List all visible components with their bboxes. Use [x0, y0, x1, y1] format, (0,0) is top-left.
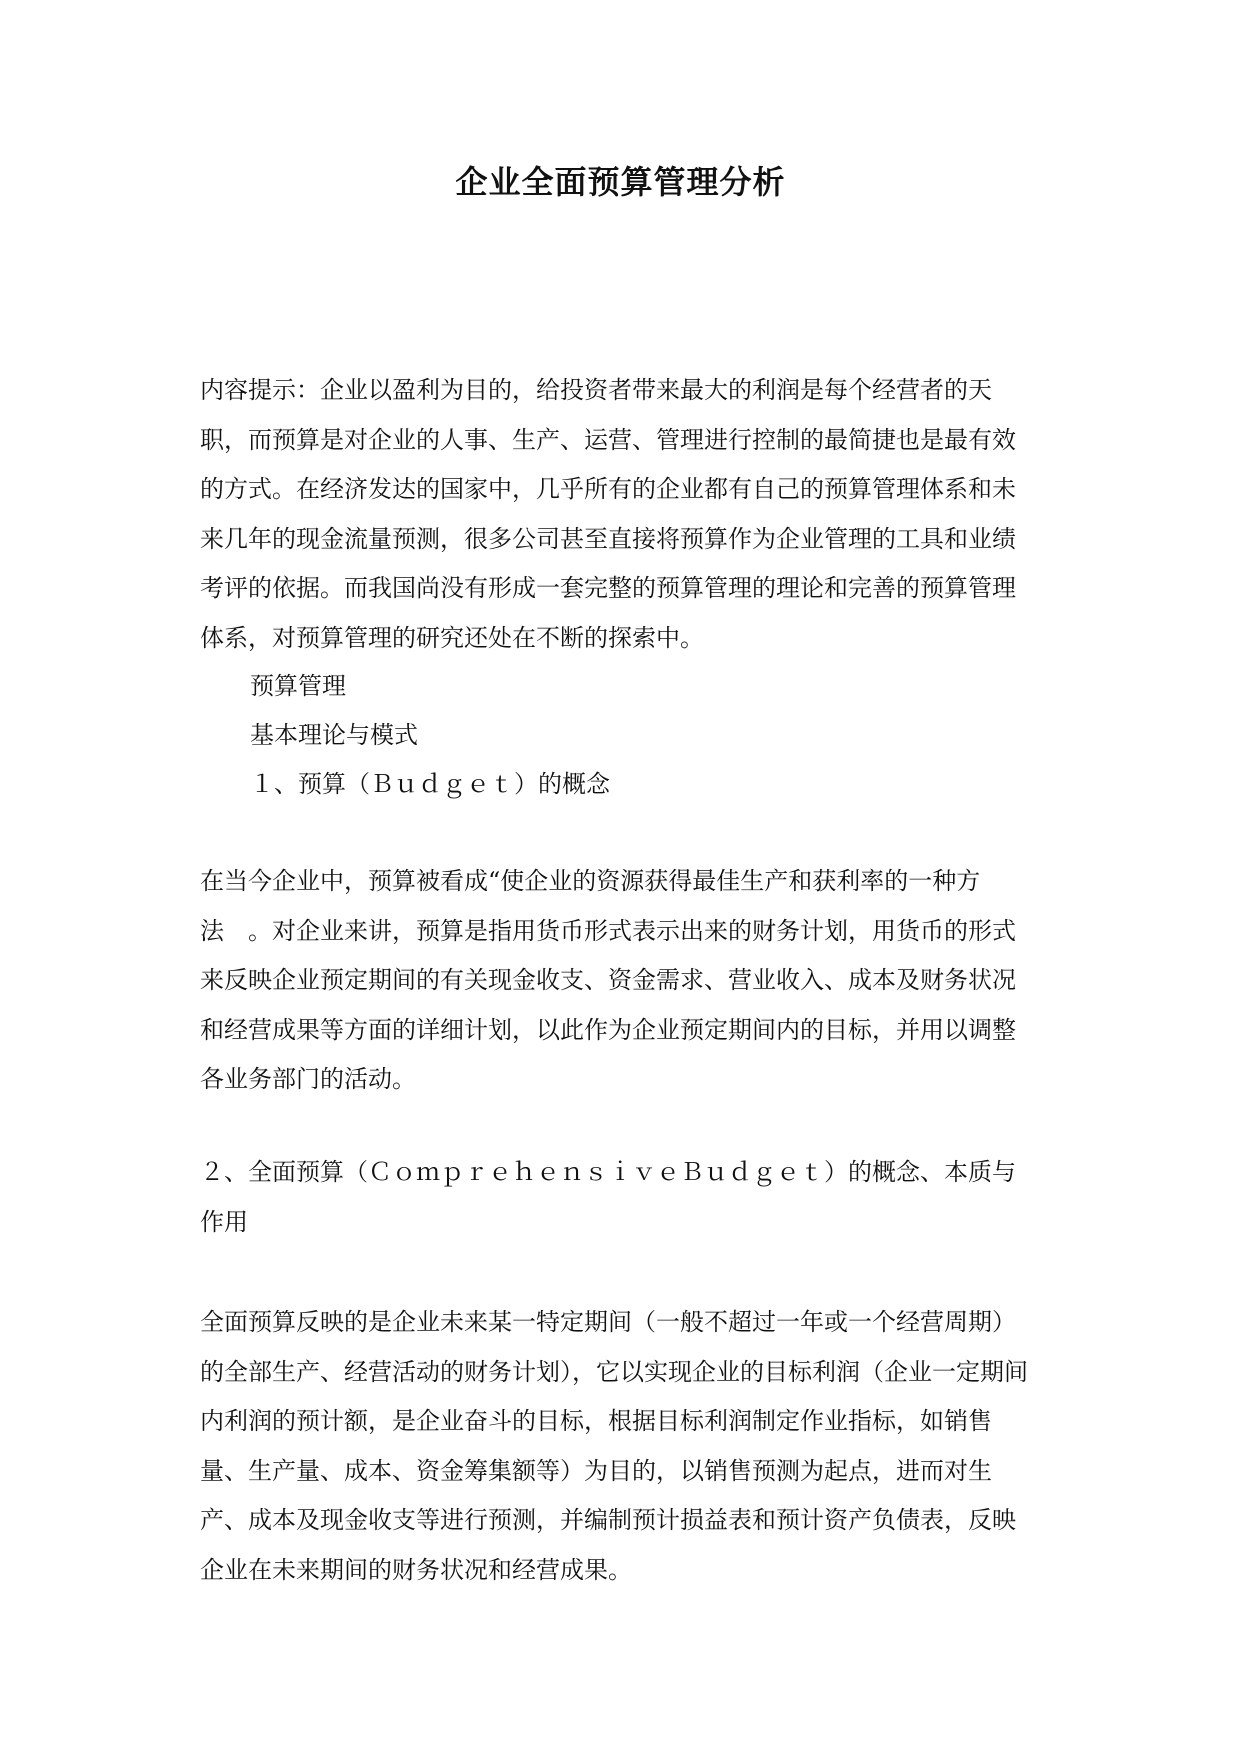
- section-heading-budget-concept: １、预算（Ｂｕｄｇｅｔ）的概念: [250, 770, 610, 798]
- summary-paragraph: 内容提示：企业以盈利为目的，给投资者带来最大的利润是每个经营者的天职，而预算是对企业的人事、生产、运营、管理进行控制的最简捷也是最有效的方式。在经济发达的国家中，几乎所有的企业都有自己的预算管理体系和未来几年的现金流量预测，很多公司甚至直接将预算作为企业管理的工具和业绩考评的依据。而我国尚没有形成一套完整的预算管理的理论和完善的预算管理体系，对预算管理的研究还处在不断的探索中。: [200, 376, 1016, 652]
- budget-concept-paragraph: 在当今企业中，预算被看成“使企业的资源获得最佳生产和获利率的一种方法 。对企业来讲，预算是指用货币形式表示出来的财务计划，用货币的形式来反映企业预定期间的有关现金收支、资金需求、营业收入、成本及财务状况和经营成果等方面的详细计划，以此作为企业预定期间内的目标，并用以调整各业务部门的活动。: [200, 867, 1016, 1093]
- keyword-basic-theory: 基本理论与模式: [250, 721, 418, 749]
- comprehensive-budget-paragraph: 全面预算反映的是企业未来某一特定期间（一般不超过一年或一个经营周期）的全部生产、经营活动的财务计划），它以实现企业的目标利润（企业一定期间内利润的预计额，是企业奋斗的目标，根据目标利润制定作业指标，如销售量、生产量、成本、资金筹集额等）为目的，以销售预测为起点，进而对生产、成本及现金收支等进行预测，并编制预计损益表和预计资产负债表，反映企业在未来期间的财务状况和经营成果。: [200, 1308, 1028, 1584]
- document-title: 企业全面预算管理分析: [455, 163, 786, 201]
- keyword-budget-management: 预算管理: [250, 672, 346, 700]
- section-heading-comprehensive-budget: ２、全面预算（ＣｏｍｐｒｅｈｅｎｓｉｖｅＢｕｄｇｅｔ）的概念、本质与作用: [200, 1158, 1016, 1236]
